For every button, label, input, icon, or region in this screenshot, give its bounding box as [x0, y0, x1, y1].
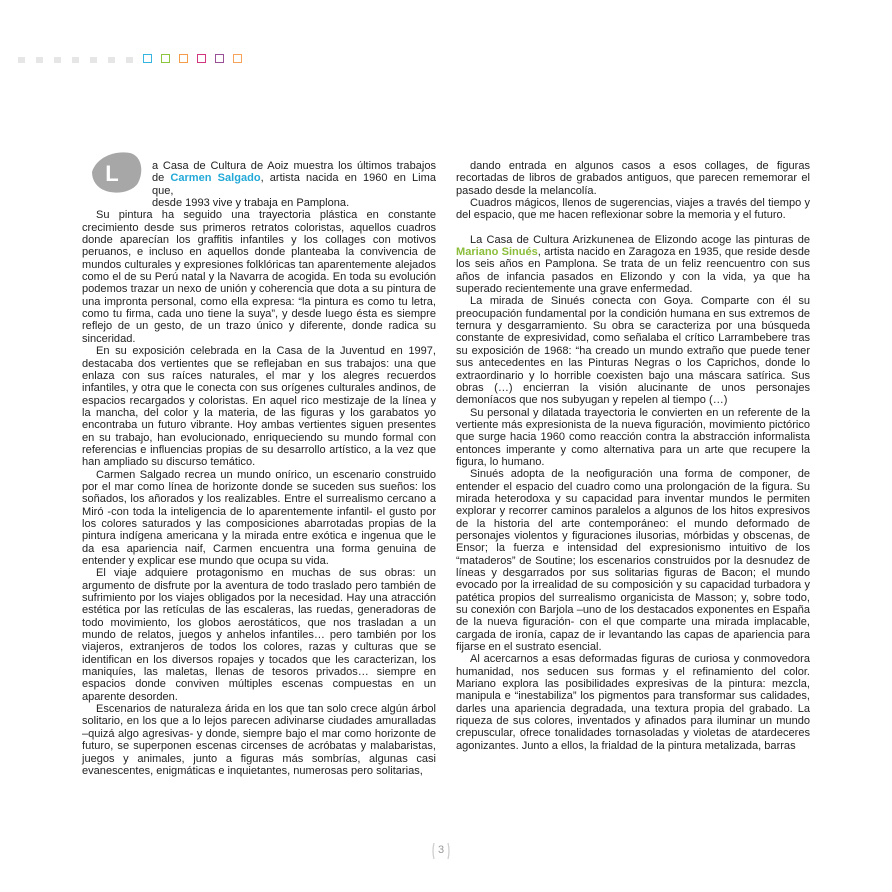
body-paragraph: Escenarios de naturaleza árida en los que tan solo crece algún árbol solitario, en los que a lo lejos parecen adivinarse ciudades amuralladas –quizá algo agresivas- y donde, siempre bajo el mar como horizonte de futuro, se superponen escenas circenses de acróbatas y malabaristas, juegos y animales, junto a figuras más sombrías, algunas casi evanescentes, enigmáticas e inquietantes, numerosas pero solitarias, — [82, 703, 436, 777]
gray-square — [108, 57, 115, 63]
page-number — [430, 838, 452, 864]
section-text: La Casa de Cultura Arizkunenea de Elizondo acoge las pinturas de — [470, 233, 810, 246]
body-paragraph: Su pintura ha seguido una trayectoria plástica en constante crecimiento desde sus primeros retratos coloristas, aquellos cuadros donde aparecían los graffitis infantiles y los collages con motivos peruanos, e incluso en aquellos donde planteaba la convivencia de mundos culturales y expresiones folklóricas tan aparentemente alejados como el de su Perú natal y la Navarra de acogida. En toda su evolución podemos trazar un nexo de unión y coherencia que dota a su pintura de una impronta personal, como ella expresa: “la pintura es como tu letra, como tu firma, cada uno tiene la suya”, y desde luego ésta es siempre reflejo de un gesto, de un trazo único y diferente, donde radica su sinceridad. — [82, 209, 436, 345]
body-paragraph: Carmen Salgado recrea un mundo onírico, un escenario construido por el mar como línea de horizonte donde se suceden sus sueños: los soñados, los añorados y los realizables. Entre el surrealismo cercano a Miró -con toda la inteligencia de lo aparentemente infantil- el gusto por los colores saturados y las composiciones abarrotadas propias de la pintura indígena americana y la mirada entre exótica e ingenua que le da esa apariencia naif, Carmen encuentra una forma genuina de entender y explicar ese mundo que ocupa su vida. — [82, 468, 436, 567]
colored-square — [179, 54, 188, 63]
artist-name-highlight: Carmen Salgado — [170, 172, 261, 185]
section-text-rest: , artista nacido en Zaragoza en 1935, que reside desde los seis años en Pamplona. Se trata de un feliz reencuentro con sus años de infancia pasados en Elizondo y con la vida, ya que ha superado recientemente una grave enfermedad. — [456, 246, 810, 296]
gray-square — [36, 57, 43, 63]
gray-square — [126, 57, 133, 63]
body-paragraph: En su exposición celebrada en la Casa de la Juventud en 1997, destacaba dos vertientes que se reflejaban en sus trabajos: una que enlaza con sus raíces naturales, el mar y los alegres recuerdos infantiles, y otra que le conecta con sus orígenes culturales andinos, de espacios recargados y coloristas. En aquel rico mestizaje de la línea y la mancha, del color y la materia, de las figuras y los garabatos yo encontraba un futuro vibrante. Hoy ambas vertientes siguen presentes en su trabajo, han evolucionado, enriqueciendo su mundo formal con referencias e influencias propias de su desarrollo artístico, a la vez que han ampliado su discurso temático. — [82, 345, 436, 469]
dropcap-letter: L — [105, 161, 119, 186]
body-paragraph: Sinués adopta de la neofiguración una forma de componer, de entender el espacio del cuadro como una prolongación de la figura. Su mirada heterodoxa y su capacidad para inventar mundos le permiten explorar y recorrer caminos paralelos a algunos de los hitos expresivos de la historia del arte contemporáneo: el mundo deformado de personajes violentos y figuraciones ilusorias, mórbidas y obscenas, de Ensor; la fuerza e intensidad del expresionismo intuitivo de los “mataderos” de Soutine; los escenarios construidos por la desnudez de líneas y desgarrados por sus solitarias figuras de Bacon; el mundo evocado por la irrealidad de su composición y su capacidad turbadora y patética propios del surrealismo organicista de Masson; y, sobre todo, su conexión con Barjola –uno de los destacados exponentes en España de la nueva figuración- con el que comparte una mirada implacable, cargada de ironía, capaz de ir levantando las capas de apariencia para fijarse en el sustrato esencial. — [456, 468, 810, 654]
body-paragraph: Al acercarnos a esas deformadas figuras de curiosa y conmovedora humanidad, nos seducen sus formas y el refinamiento del color. Mariano explora las posibilidades expresivas de la pintura: mezcla, manipula e “inestabiliza” los pigmentos para transformar sus calidades, darles una apariencia degradada, una textura propia del grabado. La riqueza de sus colores, inventados y afinados para iluminar un mundo crepuscular, ofrece tonalidades tornasoladas y violetas de atardeceres agonizantes. Junto a ellos, la frialdad de la pintura metalizada, barras — [456, 653, 810, 752]
gray-square — [72, 57, 79, 63]
intro-line2: desde 1993 vive y trabaja en Pamplona. — [152, 197, 350, 210]
body-paragraph: La mirada de Sinués conecta con Goya. Comparte con él su preocupación fundamental por la condición humana en sus extremos de ternura y desgarramiento. Su obra se caracteriza por una búsqueda constante de expresividad, como señalaba el crítico Larrambebere tras su exposición de 1968: “ha creado un mundo extraño que puede tener sus antecedentes en las Pinturas Negras o los Caprichos, donde lo extraordinario y lo horrible coexisten bajo una máscara satírica. Sus obras (…) encierran la visión alucinante de unos personajes demoníacos que nos subyugan y repelen al tiempo (…) — [456, 295, 810, 407]
colored-square — [197, 54, 206, 63]
body-paragraph: El viaje adquiere protagonismo en muchas de sus obras: un argumento de disfrute por la aventura de todo traslado pero también de sufrimiento por los viajes obligados por la necesidad. Hay una atracción estética por las retículas de las escaleras, las ruedas, generadoras de todo movimiento, los globos aerostáticos, que nos trasladan a un mundo de relatos, juegos y anhelos infantiles… pero también por los viajeros, extranjeros de todos los colores, razas y culturas que se identifican en los diversos ropajes y tocados que les caracterizan, los maniquíes, las maletas, llenas de tesoros privados… siempre en espacios donde conviven múltiples escenas compuestas en un aparente desorden. — [82, 567, 436, 703]
gray-square — [54, 57, 61, 63]
right-column — [456, 160, 810, 752]
colored-square — [143, 54, 152, 63]
intro-text: a Casa de Cultura de Aoiz muestra los últimos trabajos de — [152, 160, 436, 185]
colored-square — [215, 54, 224, 63]
body-paragraph: Cuadros mágicos, llenos de sugerencias, viajes a través del tiempo y del espacio, que me hacen reflexionar sobre la memoria y el futuro. — [456, 197, 810, 222]
continued-paragraph: dando entrada en algunos casos a esos collages, de figuras recortadas de libros de grabados antiguos, que parecen rememorar el pasado desde la melancolía. — [456, 160, 810, 197]
gray-square — [90, 57, 97, 63]
left-column — [82, 160, 436, 777]
colored-square — [233, 54, 242, 63]
artist-name-highlight: Mariano Sinués — [456, 246, 538, 259]
intro-text-rest: , artista nacida en 1960 en Lima que, — [152, 172, 436, 197]
section-paragraph — [456, 234, 810, 296]
body-paragraph: Su personal y dilatada trayectoria le convierten en un referente de la vertiente más expresionista de la nueva figuración, movimiento pictórico que surge hacia 1960 como reacción contra la abstracción informalista entonces imperante y como alternativa para un arte que recupere la figura, lo humano. — [456, 406, 810, 468]
intro-paragraph — [82, 160, 436, 209]
gray-square — [18, 57, 25, 63]
colored-square — [161, 54, 170, 63]
page-number-text: 3 — [437, 844, 445, 856]
